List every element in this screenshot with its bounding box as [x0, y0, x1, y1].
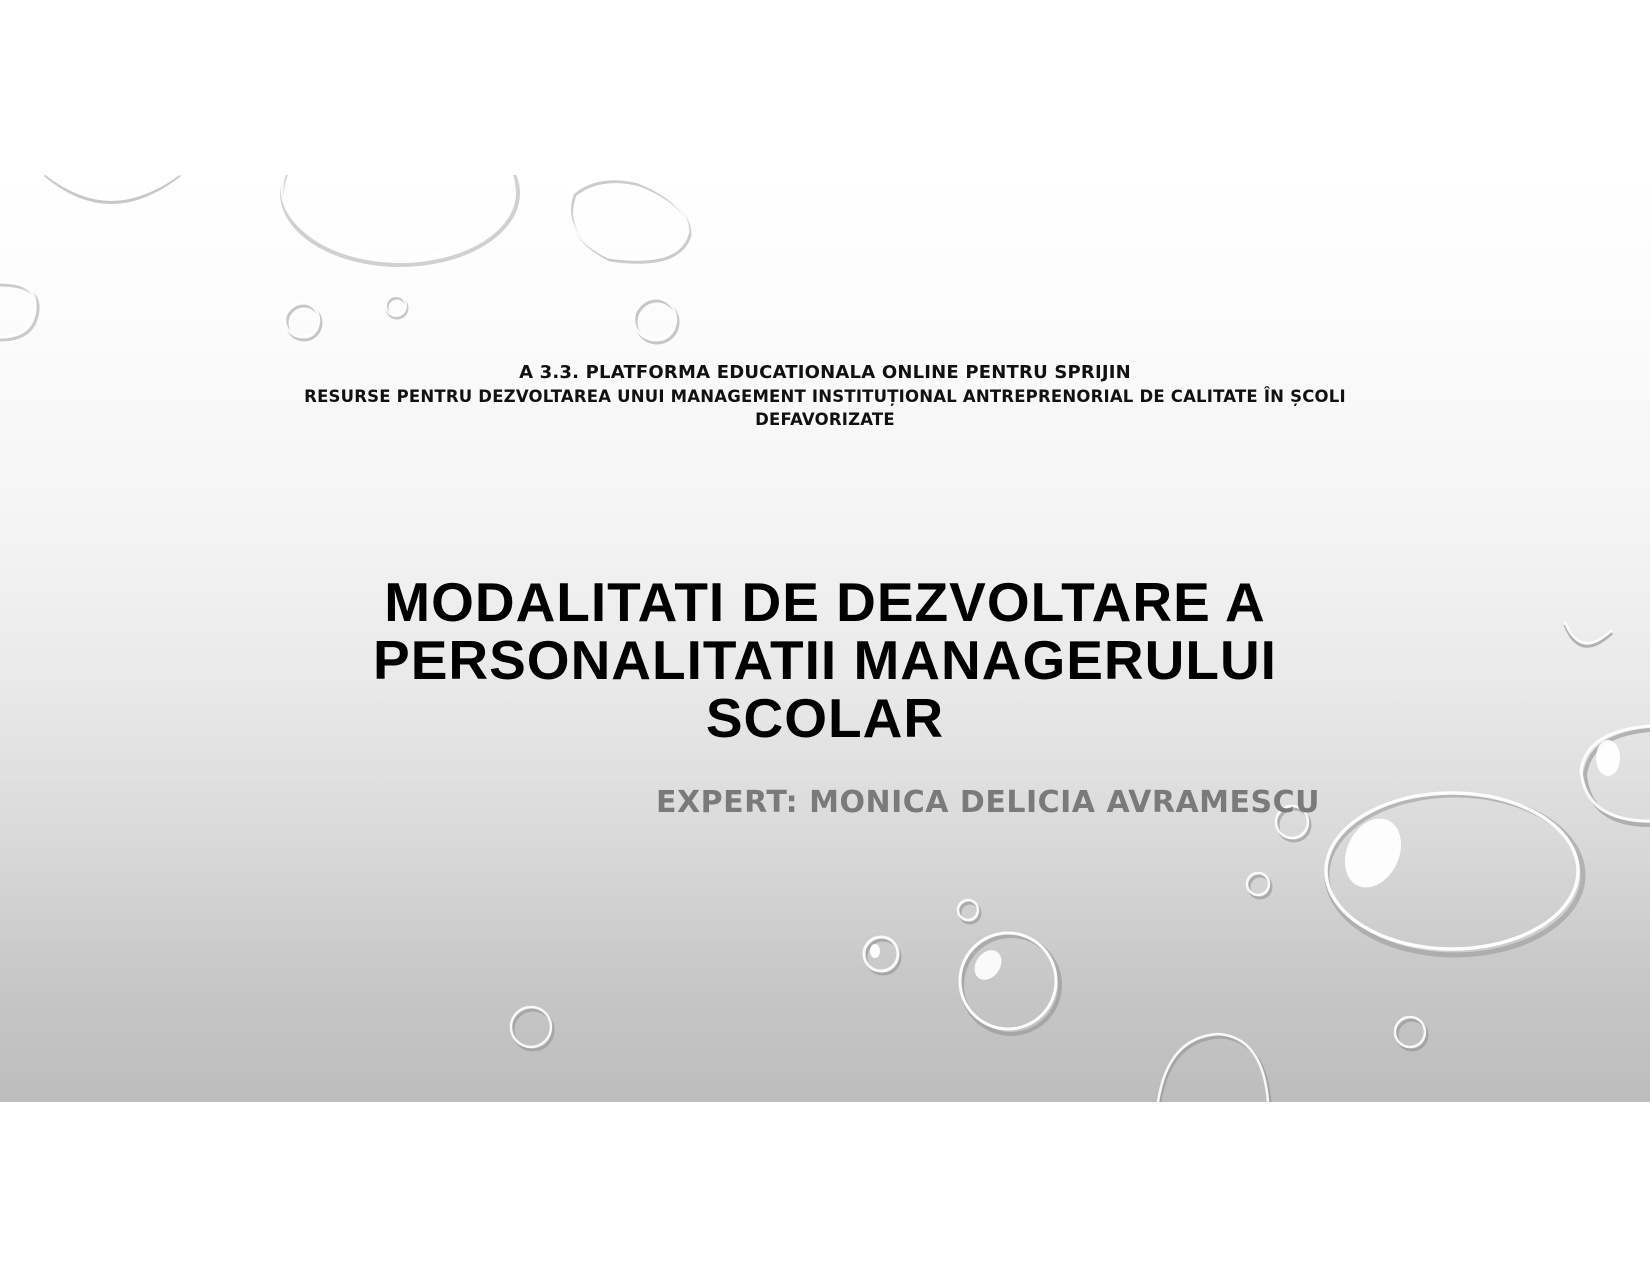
title-slide — [0, 175, 1650, 1102]
title-line-2: PERSONALITATII MANAGERULUI — [373, 629, 1277, 691]
slide-title — [275, 573, 1375, 747]
header-line-1: A 3.3. PLATFORMA EDUCATIONALA ONLINE PENTRU SPRIJIN — [519, 362, 1131, 383]
header-line-2: RESURSE PENTRU DEZVOLTAREA UNUI MANAGEMENT INSTITUȚIONAL ANTREPRENORIAL DE CALITATE ÎN ȘCOLI — [304, 387, 1346, 406]
title-line-1: MODALITATI DE DEZVOLTARE A — [384, 571, 1266, 633]
project-header — [240, 360, 1410, 431]
header-line-3: DEFAVORIZATE — [755, 410, 895, 429]
droplet-group-top-left — [0, 175, 690, 343]
expert-subtitle: EXPERT: MONICA DELICIA AVRAMESCU — [656, 785, 1320, 820]
title-line-3: SCOLAR — [705, 687, 945, 749]
